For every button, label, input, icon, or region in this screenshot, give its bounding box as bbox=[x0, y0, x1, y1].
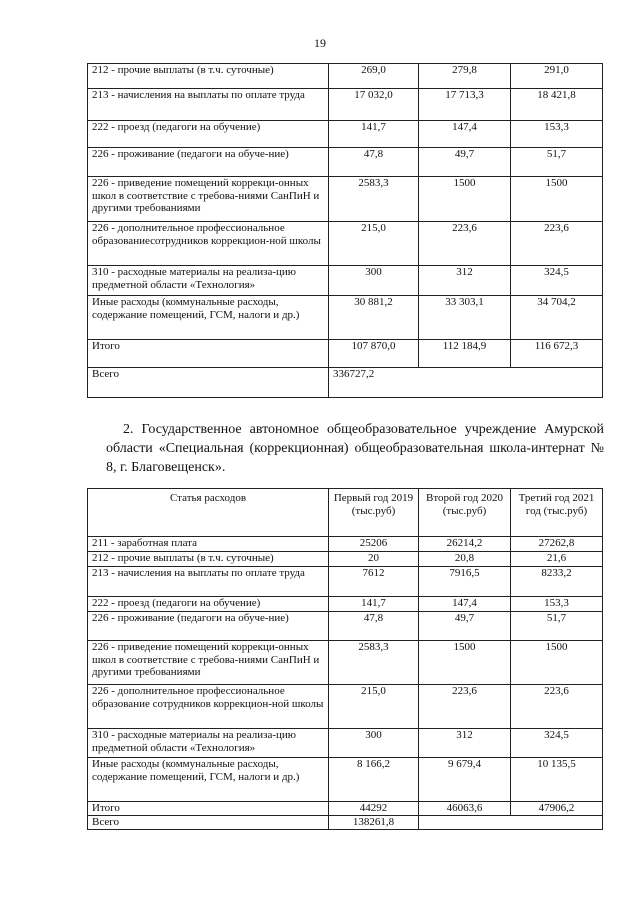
row-label: 212 - прочие выплаты (в т.ч. суточные) bbox=[88, 552, 329, 567]
table-row bbox=[88, 177, 603, 222]
table-row bbox=[88, 802, 603, 816]
table-total-row bbox=[88, 816, 603, 830]
total-empty-cell bbox=[419, 816, 603, 830]
year1-value: 47,8 bbox=[329, 148, 419, 177]
table-row bbox=[88, 537, 603, 552]
year1-value: 2583,3 bbox=[329, 177, 419, 222]
year2-value: 49,7 bbox=[419, 148, 511, 177]
year2-value: 7916,5 bbox=[419, 567, 511, 597]
row-label: 310 - расходные материалы на реализа-цию предметной области «Технология» bbox=[88, 266, 329, 296]
year1-value: 141,7 bbox=[329, 597, 419, 612]
year1-value: 300 bbox=[329, 266, 419, 296]
year1-value: 47,8 bbox=[329, 612, 419, 641]
year2-value: 223,6 bbox=[419, 685, 511, 729]
year1-value: 30 881,2 bbox=[329, 296, 419, 340]
year1-value: 141,7 bbox=[329, 121, 419, 148]
table-row bbox=[88, 729, 603, 758]
year2-value: 279,8 bbox=[419, 64, 511, 89]
row-label: 226 - дополнительное профессиональное образование сотрудников коррекцион-ной школы bbox=[88, 685, 329, 729]
year1-value: 7612 bbox=[329, 567, 419, 597]
row-label: 212 - прочие выплаты (в т.ч. суточные) bbox=[88, 64, 329, 89]
year3-value: 291,0 bbox=[511, 64, 603, 89]
table-row bbox=[88, 685, 603, 729]
year3-value: 8233,2 bbox=[511, 567, 603, 597]
row-label: 226 - проживание (педагоги на обуче-ние) bbox=[88, 612, 329, 641]
year3-value: 27262,8 bbox=[511, 537, 603, 552]
year2-value: 312 bbox=[419, 266, 511, 296]
section-heading bbox=[106, 420, 604, 477]
year1-value: 215,0 bbox=[329, 222, 419, 266]
year3-value: 116 672,3 bbox=[511, 340, 603, 368]
year2-value: 312 bbox=[419, 729, 511, 758]
table-row bbox=[88, 597, 603, 612]
year2-value: 112 184,9 bbox=[419, 340, 511, 368]
table-row bbox=[88, 552, 603, 567]
row-label: 226 - дополнительное профессиональное образованиесотрудников коррекцион-ной школы bbox=[88, 222, 329, 266]
year1-value: 8 166,2 bbox=[329, 758, 419, 802]
row-label: 226 - приведение помещений коррекци-онных школ в соответствие с требова-ниями СанПиН и другими требованиями bbox=[88, 177, 329, 222]
row-label: Иные расходы (коммунальные расходы, содержание помещений, ГСМ, налоги и др.) bbox=[88, 296, 329, 340]
year1-value: 25206 bbox=[329, 537, 419, 552]
row-label: Итого bbox=[88, 340, 329, 368]
total-value: 138261,8 bbox=[329, 816, 419, 830]
row-label: 211 - заработная плата bbox=[88, 537, 329, 552]
table-row bbox=[88, 641, 603, 685]
year3-value: 153,3 bbox=[511, 597, 603, 612]
expenses-table-2 bbox=[87, 488, 603, 830]
table-row bbox=[88, 266, 603, 296]
year2-value: 33 303,1 bbox=[419, 296, 511, 340]
year2-value: 26214,2 bbox=[419, 537, 511, 552]
year1-value: 2583,3 bbox=[329, 641, 419, 685]
table-header-row bbox=[88, 489, 603, 537]
year3-value: 34 704,2 bbox=[511, 296, 603, 340]
page-number: 19 bbox=[314, 36, 326, 50]
header-year3: Третий год 2021 год (тыс.руб) bbox=[511, 489, 603, 537]
section-heading-text: 2. Государственное автономное общеобразовательное учреждение Амурской области «Специальная (коррекционная) общеобразовательная школа-интернат № 8, г. Благовещенск». bbox=[106, 422, 604, 475]
total-label: Всего bbox=[88, 368, 329, 398]
year3-value: 21,6 bbox=[511, 552, 603, 567]
year3-value: 1500 bbox=[511, 641, 603, 685]
row-label: Иные расходы (коммунальные расходы, содержание помещений, ГСМ, налоги и др.) bbox=[88, 758, 329, 802]
year1-value: 269,0 bbox=[329, 64, 419, 89]
row-label: 213 - начисления на выплаты по оплате труда bbox=[88, 567, 329, 597]
year2-value: 223,6 bbox=[419, 222, 511, 266]
table-row bbox=[88, 89, 603, 121]
year3-value: 18 421,8 bbox=[511, 89, 603, 121]
year1-value: 300 bbox=[329, 729, 419, 758]
year2-value: 1500 bbox=[419, 177, 511, 222]
table-row bbox=[88, 612, 603, 641]
row-label: 310 - расходные материалы на реализа-цию предметной области «Технология» bbox=[88, 729, 329, 758]
year2-value: 147,4 bbox=[419, 597, 511, 612]
year3-value: 223,6 bbox=[511, 222, 603, 266]
year3-value: 47906,2 bbox=[511, 802, 603, 816]
year3-value: 324,5 bbox=[511, 729, 603, 758]
header-expense-item: Статья расходов bbox=[88, 489, 329, 537]
year2-value: 147,4 bbox=[419, 121, 511, 148]
year2-value: 9 679,4 bbox=[419, 758, 511, 802]
year1-value: 17 032,0 bbox=[329, 89, 419, 121]
year2-value: 20,8 bbox=[419, 552, 511, 567]
year2-value: 1500 bbox=[419, 641, 511, 685]
expenses-table-1 bbox=[87, 63, 603, 398]
row-label: 222 - проезд (педагоги на обучение) bbox=[88, 597, 329, 612]
header-year1: Первый год 2019 (тыс.руб) bbox=[329, 489, 419, 537]
year3-value: 10 135,5 bbox=[511, 758, 603, 802]
year3-value: 324,5 bbox=[511, 266, 603, 296]
row-label: 222 - проезд (педагоги на обучение) bbox=[88, 121, 329, 148]
year1-value: 215,0 bbox=[329, 685, 419, 729]
table-row bbox=[88, 148, 603, 177]
table-row bbox=[88, 121, 603, 148]
table-row bbox=[88, 340, 603, 368]
year3-value: 223,6 bbox=[511, 685, 603, 729]
total-value: 336727,2 bbox=[329, 368, 603, 398]
year3-value: 1500 bbox=[511, 177, 603, 222]
table-row bbox=[88, 567, 603, 597]
year3-value: 153,3 bbox=[511, 121, 603, 148]
year2-value: 17 713,3 bbox=[419, 89, 511, 121]
year2-value: 46063,6 bbox=[419, 802, 511, 816]
year2-value: 49,7 bbox=[419, 612, 511, 641]
header-year2: Второй год 2020 (тыс.руб) bbox=[419, 489, 511, 537]
table-total-row bbox=[88, 368, 603, 398]
table-row bbox=[88, 296, 603, 340]
year3-value: 51,7 bbox=[511, 148, 603, 177]
year1-value: 44292 bbox=[329, 802, 419, 816]
table-row bbox=[88, 758, 603, 802]
row-label: Итого bbox=[88, 802, 329, 816]
table-row bbox=[88, 64, 603, 89]
total-label: Всего bbox=[88, 816, 329, 830]
year3-value: 51,7 bbox=[511, 612, 603, 641]
row-label: 226 - приведение помещений коррекци-онных школ в соответствие с требова-ниями СанПиН и другими требованиями bbox=[88, 641, 329, 685]
row-label: 226 - проживание (педагоги на обуче-ние) bbox=[88, 148, 329, 177]
year1-value: 107 870,0 bbox=[329, 340, 419, 368]
table-row bbox=[88, 222, 603, 266]
year1-value: 20 bbox=[329, 552, 419, 567]
row-label: 213 - начисления на выплаты по оплате труда bbox=[88, 89, 329, 121]
